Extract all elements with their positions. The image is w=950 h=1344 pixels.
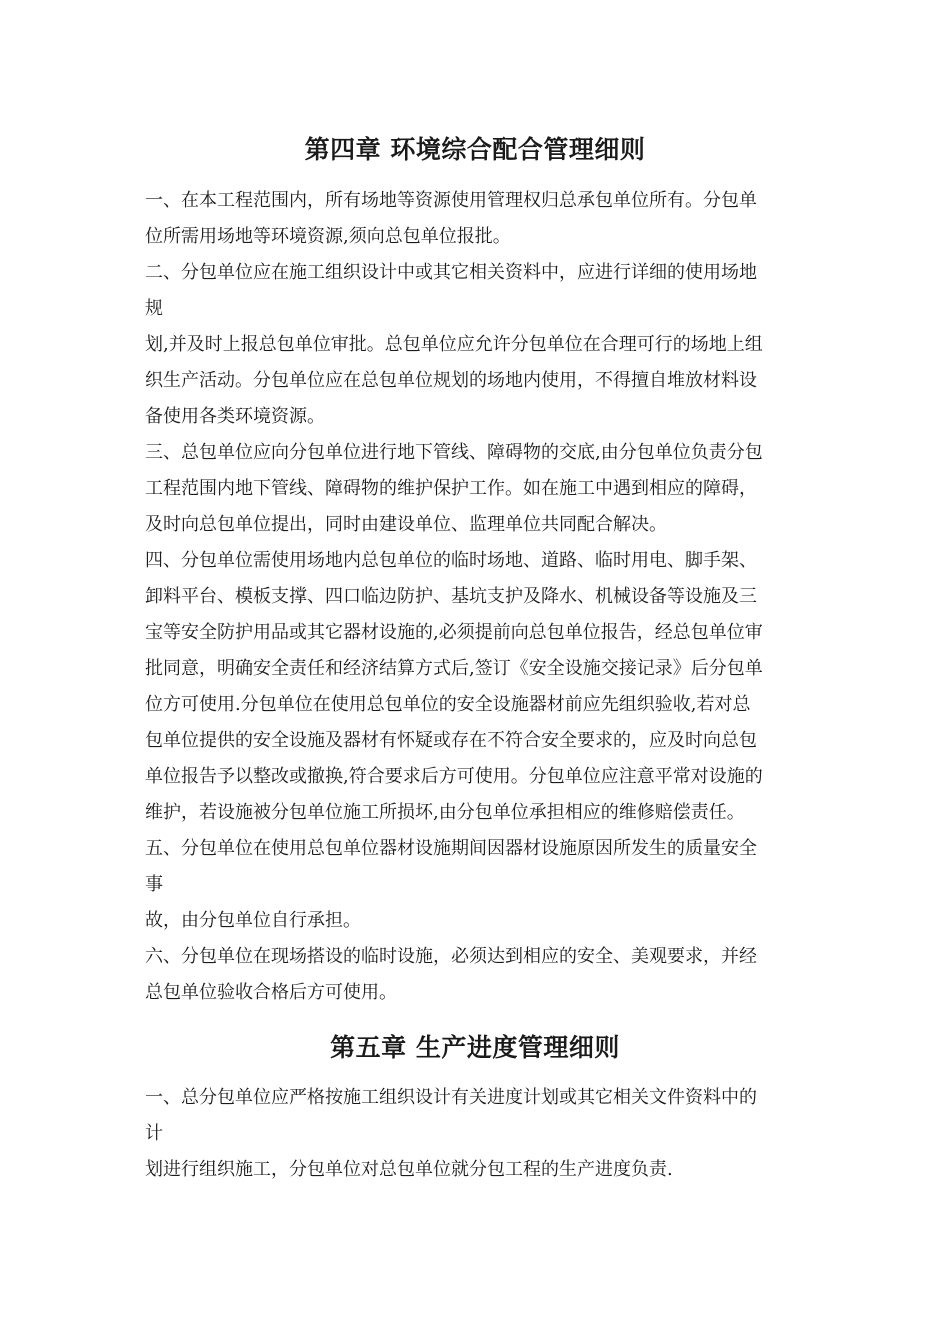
paragraph-line: 划,并及时上报总包单位审批。总包单位应允许分包单位在合理可行的场地上组: [145, 334, 763, 355]
paragraph-line: 及时向总包单位提出，同时由建设单位、监理单位共同配合解决。: [145, 514, 667, 535]
paragraph-line: 总包单位验收合格后方可使用。: [145, 982, 397, 1003]
paragraph-line: 位方可使用.分包单位在使用总包单位的安全设施器材前应先组织验收,若对总: [145, 694, 751, 715]
paragraph-line: 位所需用场地等环境资源,须向总包单位报批。: [145, 226, 511, 247]
paragraph-line: 卸料平台、模板支撑、四口临边防护、基坑支护及降水、机械设备等设施及三: [145, 586, 757, 607]
paragraph-line: 六、分包单位在现场搭设的临时设施，必须达到相应的安全、美观要求，并经: [145, 946, 757, 967]
paragraph-line: 维护，若设施被分包单位施工所损坏,由分包单位承担相应的维修赔偿责任。: [145, 802, 745, 823]
paragraph-line: 备使用各类环境资源。: [145, 406, 325, 427]
paragraph-line: 五、分包单位在使用总包单位器材设施期间因器材设施原因所发生的质量安全: [145, 838, 757, 859]
paragraph-line: 二、分包单位应在施工组织设计中或其它相关资料中，应进行详细的使用场地: [145, 262, 757, 283]
paragraph-line: 一、在本工程范围内，所有场地等资源使用管理权归总承包单位所有。分包单: [145, 190, 757, 211]
paragraph-line: 工程范围内地下管线、障碍物的维护保护工作。如在施工中遇到相应的障碍，: [145, 478, 757, 499]
paragraph-line: 一、总分包单位应严格按施工组织设计有关进度计划或其它相关文件资料中的: [145, 1087, 757, 1108]
paragraph-line: 规: [145, 298, 163, 319]
paragraph-line: 批同意，明确安全责任和经济结算方式后,签订《安全设施交接记录》后分包单: [145, 658, 763, 679]
chapter-4-title: 第四章 环境综合配合管理细则: [304, 135, 646, 164]
paragraph-line: 计: [145, 1123, 163, 1144]
paragraph-line: 四、分包单位需使用场地内总包单位的临时场地、道路、临时用电、脚手架、: [145, 550, 757, 571]
paragraph-line: 故，由分包单位自行承担。: [145, 910, 361, 931]
paragraph-line: 划进行组织施工，分包单位对总包单位就分包工程的生产进度负责.: [145, 1159, 673, 1180]
paragraph-line: 宝等安全防护用品或其它器材设施的,必须提前向总包单位报告，经总包单位审: [145, 622, 763, 643]
paragraph-line: 织生产活动。分包单位应在总包单位规划的场地内使用，不得擅自堆放材料设: [145, 370, 757, 391]
paragraph-line: 事: [145, 874, 163, 895]
paragraph-line: 单位报告予以整改或撤换,符合要求后方可使用。分包单位应注意平常对设施的: [145, 766, 763, 787]
chapter-5-title: 第五章 生产进度管理细则: [330, 1033, 620, 1062]
paragraph-line: 包单位提供的安全设施及器材有怀疑或存在不符合安全要求的，应及时向总包: [145, 730, 757, 751]
paragraph-line: 三、总包单位应向分包单位进行地下管线、障碍物的交底,由分包单位负责分包: [145, 442, 763, 463]
